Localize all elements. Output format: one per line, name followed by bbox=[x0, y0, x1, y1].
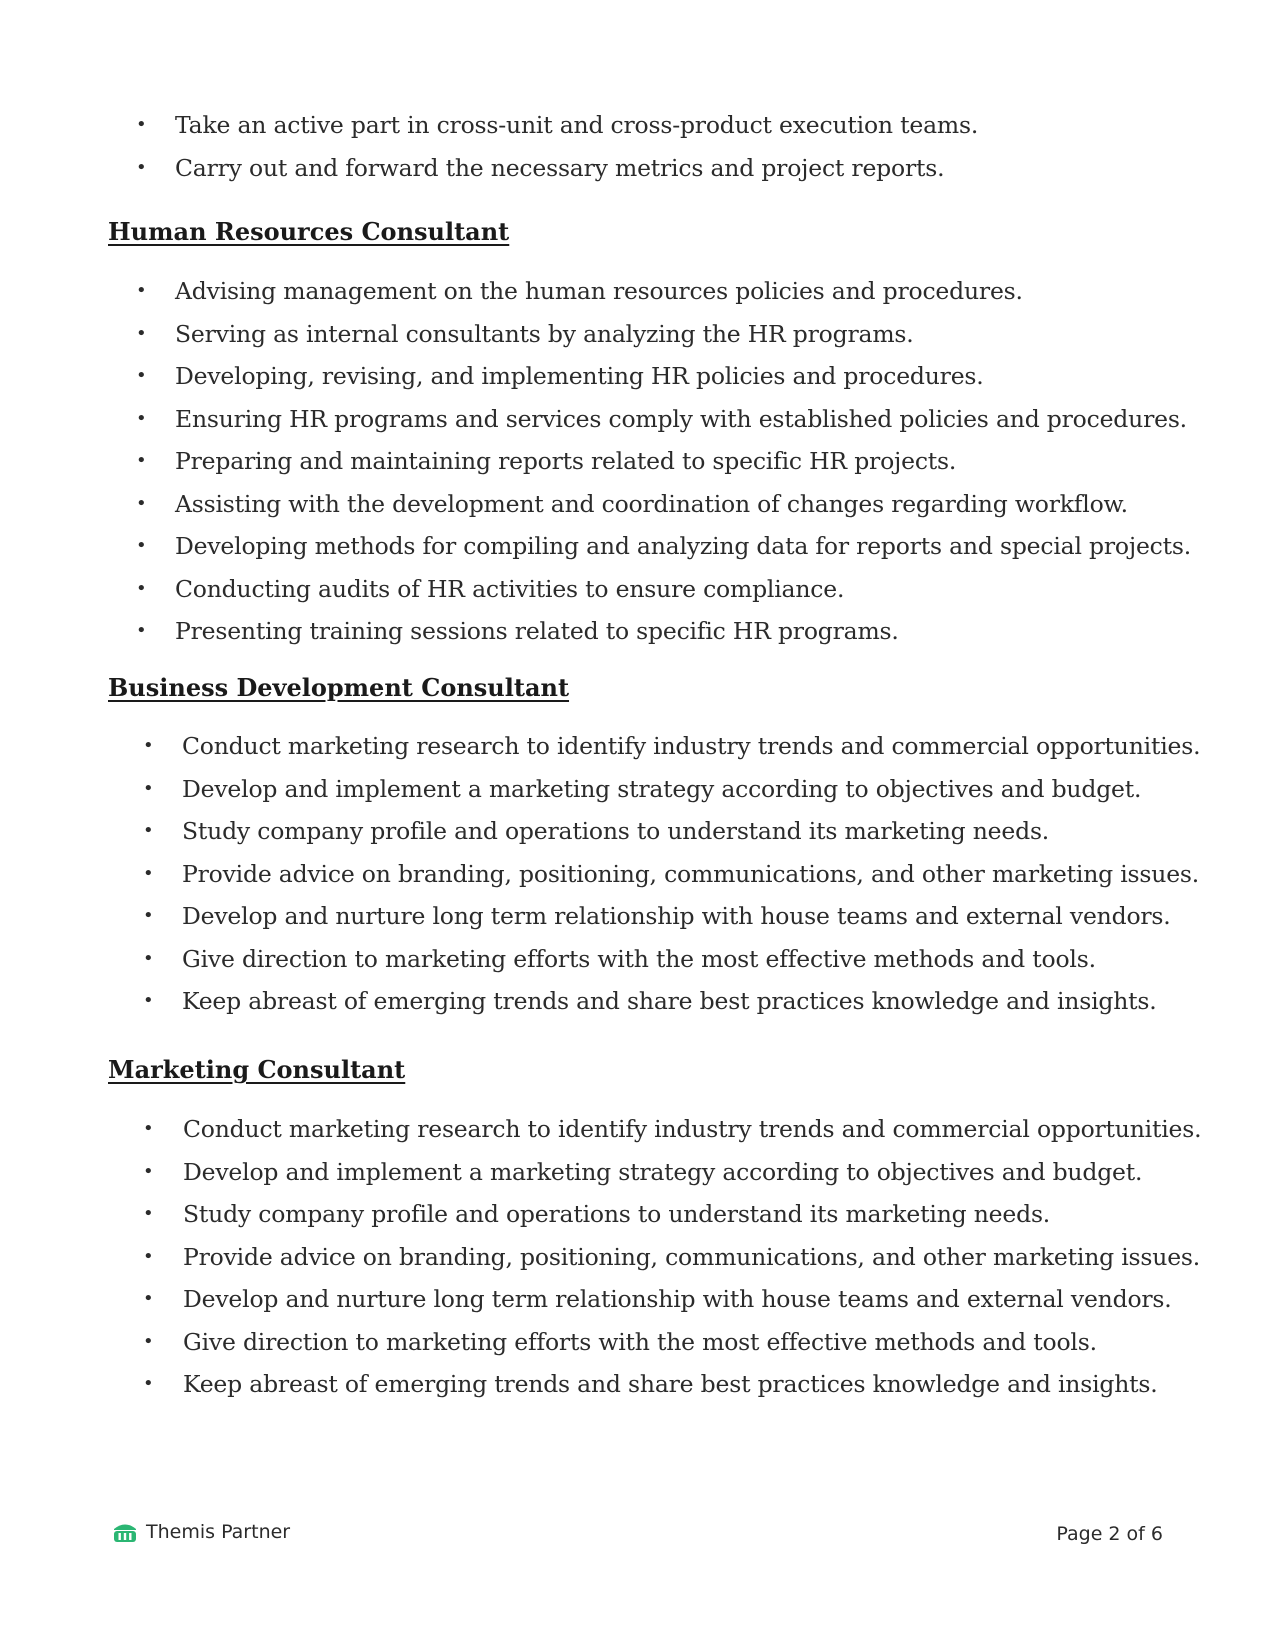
bullet-icon: • bbox=[136, 577, 147, 599]
section-continued bbox=[0, 104, 1275, 189]
list-item: • Carry out and forward the necessary metrics and project reports. bbox=[0, 147, 1275, 190]
bullet-icon: • bbox=[143, 777, 154, 799]
section-business-development bbox=[0, 725, 1275, 1023]
list-item: • Develop and implement a marketing strategy according to objectives and budget. bbox=[0, 768, 1275, 811]
list-item: • Give direction to marketing efforts with the most effective methods and tools. bbox=[0, 1321, 1275, 1364]
list-item: • Conduct marketing research to identify industry trends and commercial opportunities. bbox=[0, 725, 1275, 768]
list-item: • Develop and nurture long term relationship with house teams and external vendors. bbox=[0, 1278, 1275, 1321]
section-heading-business-development: Business Development Consultant bbox=[108, 673, 570, 702]
bullet-icon: • bbox=[136, 535, 147, 556]
bullet-icon: • bbox=[143, 1288, 154, 1309]
bullet-icon: • bbox=[136, 492, 147, 514]
section-heading-marketing: Marketing Consultant bbox=[108, 1055, 406, 1084]
page-number: Page 2 of 6 bbox=[1056, 1523, 1163, 1545]
bullet-icon: • bbox=[143, 1245, 154, 1267]
brand-name: Themis Partner bbox=[146, 1521, 291, 1543]
bullet-icon: • bbox=[143, 1203, 154, 1224]
list-item: • Developing, revising, and implementing HR policies and procedures. bbox=[0, 355, 1275, 398]
list-item: • Develop and nurture long term relationship with house teams and external vendors. bbox=[0, 895, 1275, 938]
list-item: • Provide advice on branding, positioning, communications, and other marketing issues. bbox=[0, 1236, 1275, 1279]
list-item: • Advising management on the human resources policies and procedures. bbox=[0, 270, 1275, 313]
bullet-icon: • bbox=[143, 862, 154, 884]
list-item: • Developing methods for compiling and analyzing data for reports and special projects. bbox=[0, 525, 1275, 568]
bullet-list bbox=[0, 270, 1275, 653]
bullet-icon: • bbox=[143, 1160, 154, 1182]
bullet-icon: • bbox=[136, 365, 147, 386]
bullet-icon: • bbox=[143, 1373, 154, 1394]
list-item: • Study company profile and operations to understand its marketing needs. bbox=[0, 810, 1275, 853]
page-footer bbox=[112, 1520, 1163, 1552]
bullet-icon: • bbox=[143, 735, 154, 756]
list-item: • Provide advice on branding, positioning, communications, and other marketing issues. bbox=[0, 853, 1275, 896]
bullet-icon: • bbox=[136, 280, 147, 301]
bullet-icon: • bbox=[143, 947, 154, 969]
bullet-list bbox=[0, 104, 1275, 189]
list-item: • Study company profile and operations to understand its marketing needs. bbox=[0, 1193, 1275, 1236]
bullet-icon: • bbox=[136, 114, 147, 135]
bullet-icon: • bbox=[143, 1118, 154, 1139]
list-item: • Ensuring HR programs and services comply with established policies and procedures. bbox=[0, 398, 1275, 441]
bullet-icon: • bbox=[143, 820, 154, 841]
list-item: • Take an active part in cross-unit and cross-product execution teams. bbox=[0, 104, 1275, 147]
bullet-icon: • bbox=[143, 1330, 154, 1352]
list-item: • Preparing and maintaining reports related to specific HR projects. bbox=[0, 440, 1275, 483]
list-item: • Keep abreast of emerging trends and share best practices knowledge and insights. bbox=[0, 1363, 1275, 1406]
bullet-icon: • bbox=[136, 450, 147, 471]
section-hr bbox=[0, 270, 1275, 653]
list-item: • Conducting audits of HR activities to ensure compliance. bbox=[0, 568, 1275, 611]
bullet-icon: • bbox=[136, 407, 147, 429]
bullet-list bbox=[0, 725, 1275, 1023]
brand bbox=[112, 1520, 290, 1544]
bullet-list bbox=[0, 1108, 1275, 1406]
bullet-icon: • bbox=[136, 620, 147, 641]
section-marketing bbox=[0, 1108, 1275, 1406]
bullet-icon: • bbox=[136, 156, 147, 178]
list-item: • Conduct marketing research to identify industry trends and commercial opportunities. bbox=[0, 1108, 1275, 1151]
list-item: • Serving as internal consultants by analyzing the HR programs. bbox=[0, 313, 1275, 356]
list-item: • Give direction to marketing efforts with the most effective methods and tools. bbox=[0, 938, 1275, 981]
bullet-icon: • bbox=[143, 905, 154, 926]
list-item: • Presenting training sessions related to specific HR programs. bbox=[0, 610, 1275, 653]
bullet-icon: • bbox=[136, 322, 147, 344]
list-item: • Keep abreast of emerging trends and share best practices knowledge and insights. bbox=[0, 980, 1275, 1023]
section-heading-hr: Human Resources Consultant bbox=[108, 217, 510, 246]
list-item: • Develop and implement a marketing strategy according to objectives and budget. bbox=[0, 1151, 1275, 1194]
columns-logo-icon bbox=[112, 1520, 138, 1544]
list-item: • Assisting with the development and coordination of changes regarding workflow. bbox=[0, 483, 1275, 526]
bullet-icon: • bbox=[143, 990, 154, 1011]
